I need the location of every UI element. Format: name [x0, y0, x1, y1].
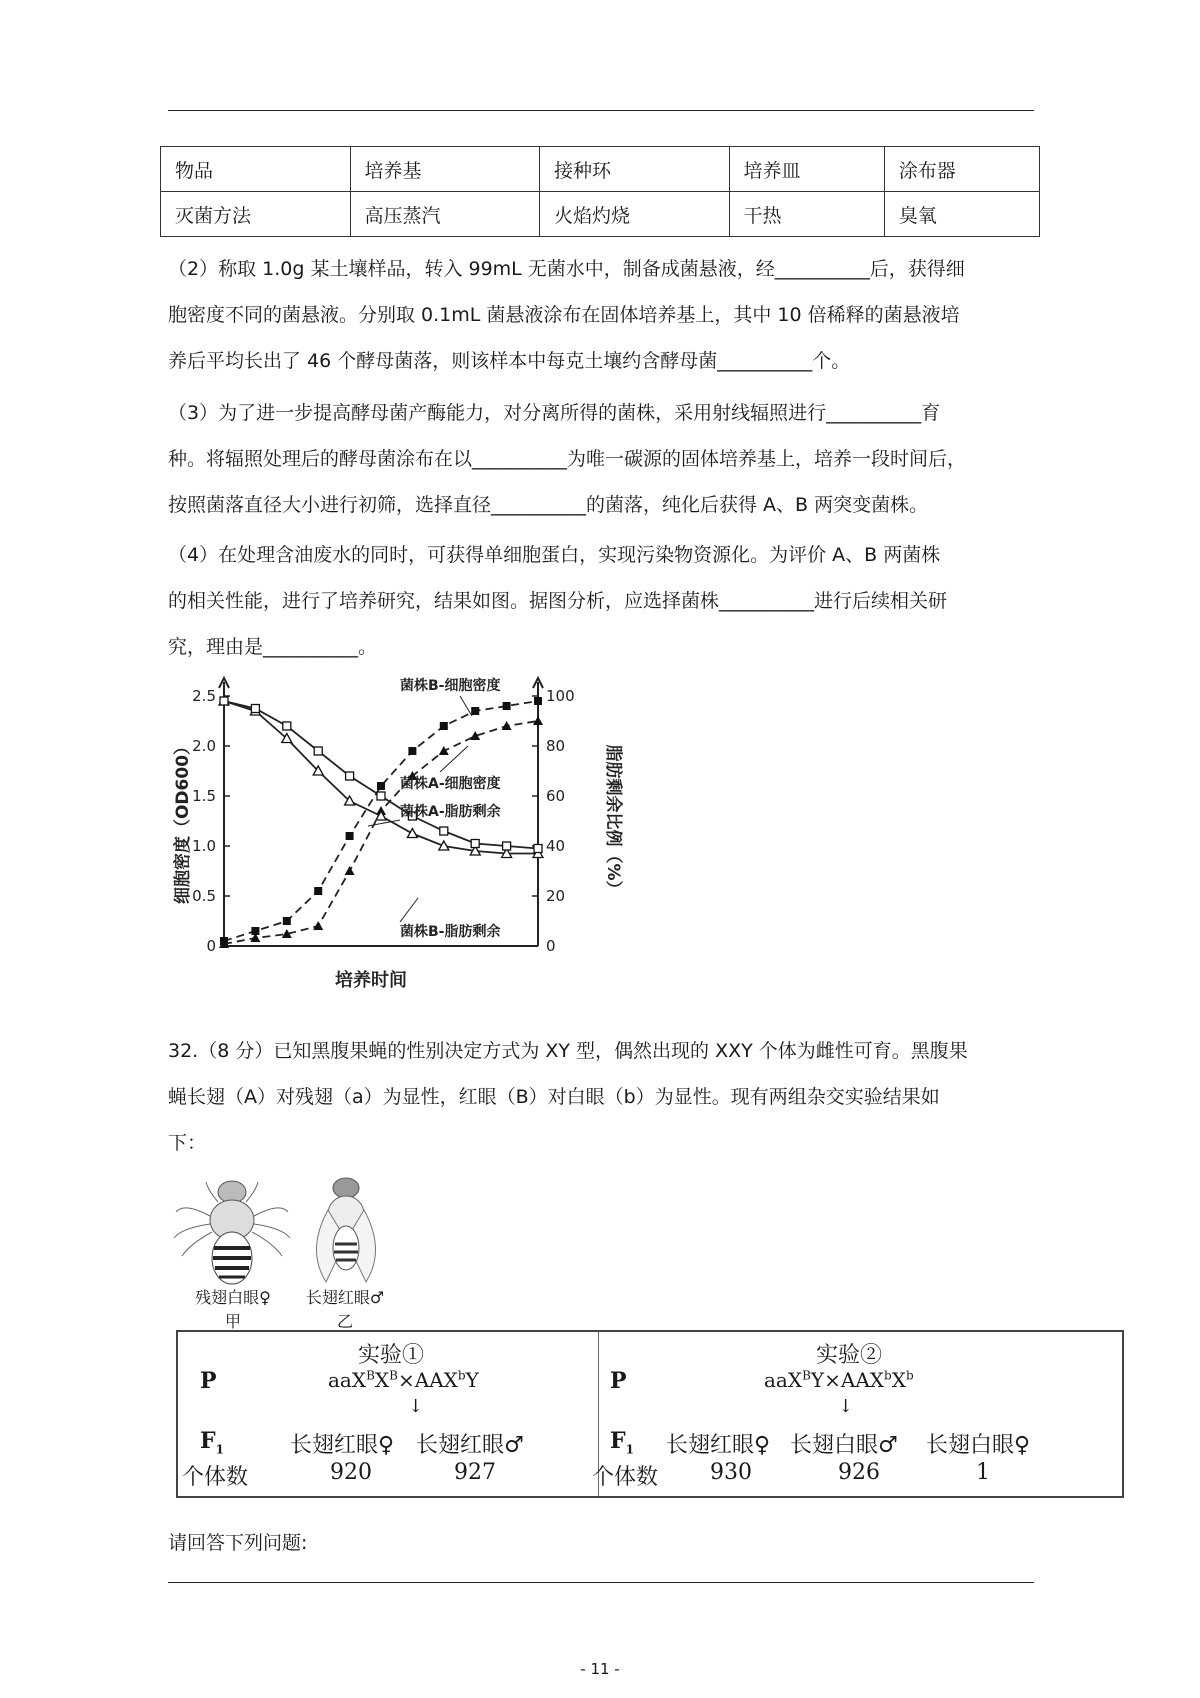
- footer-rule: [168, 1582, 1034, 1583]
- page-number: - 11 -: [580, 1660, 620, 1678]
- f1-letter: F: [200, 1428, 216, 1454]
- data-point: [440, 827, 448, 835]
- left-tick-label: 1.5: [192, 787, 216, 805]
- exp1-n-a: 920: [330, 1460, 372, 1485]
- table-cell: 培养皿: [729, 147, 884, 192]
- exp2-parents: $aaX^BY\times AAX^bX^b$: [764, 1368, 914, 1392]
- fly-jia-image: [172, 1172, 292, 1292]
- table-cell: 臭氧: [884, 192, 1039, 237]
- f1-letter: F: [610, 1428, 626, 1454]
- data-point: [314, 747, 322, 755]
- left-axis-label: 细胞密度（OD600）: [173, 737, 193, 905]
- text-line: （2）称取 1.0g 某土壤样品，转入 99mL 无菌水中，制备成菌悬液，经__________后，获得细: [168, 258, 965, 280]
- f1-subscript: 1: [625, 1442, 634, 1457]
- series-line-3: [224, 701, 538, 849]
- left-tick-label: 0: [206, 937, 216, 955]
- data-point: [503, 842, 511, 850]
- data-point: [471, 707, 479, 715]
- text-line: （4）在处理含油废水的同时，可获得单细胞蛋白，实现污染物资源化。为评价 A、B 两菌株: [168, 544, 941, 566]
- exp1-f1-label: [200, 1428, 224, 1456]
- right-tick-label: 60: [546, 787, 566, 805]
- table-cell: 灭菌方法: [161, 192, 351, 237]
- data-point: [314, 887, 322, 895]
- table-cell: 干热: [729, 192, 884, 237]
- x-axis-label: 培养时间: [335, 970, 407, 991]
- question-32: [168, 1028, 1034, 1166]
- header-rule: [168, 110, 1034, 111]
- annotation-pointer: [400, 898, 418, 922]
- fly-yi-phenotype: 长翅红眼♂: [305, 1288, 385, 1307]
- table-cell: 物品: [161, 147, 351, 192]
- exp2-f1-b: 长翅白眼♂: [790, 1433, 898, 1458]
- data-point: [502, 721, 512, 730]
- f1-subscript: 1: [215, 1442, 224, 1457]
- data-point: [283, 722, 291, 730]
- text-line: 32.（8 分）已知黑腹果蝇的性别决定方式为 XY 型，偶然出现的 XXY 个体为雌性可育。黑腹果: [168, 1040, 968, 1062]
- answer-prompt: 请回答下列问题:: [168, 1532, 308, 1554]
- exp2-f1-a: 长翅红眼♀: [666, 1433, 771, 1458]
- table-row: [161, 192, 1040, 237]
- data-point: [471, 840, 479, 848]
- exp2-count-label: 个体数: [592, 1465, 659, 1490]
- text-line: 养后平均长出了 46 个酵母菌落，则该样本中每克土壤约含酵母菌__________个。: [168, 350, 851, 372]
- text-line: 胞密度不同的菌悬液。分别取 0.1mL 菌悬液涂布在固体培养基上，其中 10 倍稀释的菌悬液培: [168, 304, 960, 326]
- data-point: [220, 697, 228, 705]
- fly-yi-image: [296, 1170, 396, 1290]
- exp2-arrow: ↓: [838, 1396, 854, 1417]
- text-line: （3）为了进一步提高酵母菌产酶能力，对分离所得的菌株，采用射线辐照进行__________育: [168, 402, 941, 424]
- data-point: [377, 792, 385, 800]
- exp2-p-label: P: [610, 1368, 627, 1394]
- table-cell: 涂布器: [884, 147, 1039, 192]
- data-point: [534, 845, 542, 853]
- fly-jia-name: 甲: [224, 1312, 241, 1331]
- exp2-f1-c: 长翅白眼♀: [926, 1433, 1031, 1458]
- data-point: [440, 722, 448, 730]
- annotation-pointer: [460, 696, 472, 716]
- exp1-arrow: ↓: [408, 1396, 424, 1417]
- table-cell: 火焰灼烧: [540, 192, 730, 237]
- fly-yi-label: [290, 1286, 400, 1334]
- table-cell: 培养基: [350, 147, 540, 192]
- exp1-p-label: P: [200, 1368, 217, 1394]
- data-point: [533, 716, 543, 725]
- question-3: [168, 390, 1034, 528]
- left-tick-label: 2.0: [192, 737, 216, 755]
- exp1-n-b: 927: [454, 1460, 496, 1485]
- data-point: [408, 747, 416, 755]
- series-line-0: [224, 701, 538, 941]
- data-point: [439, 746, 449, 755]
- cross-experiment-box: [176, 1330, 1124, 1498]
- data-point: [313, 921, 323, 930]
- right-tick-label: 100: [546, 687, 575, 705]
- series-annotation: 菌株B-脂肪剩余: [400, 924, 501, 940]
- series-annotation: 菌株B-细胞密度: [400, 678, 501, 694]
- right-tick-label: 80: [546, 737, 566, 755]
- exp2-n-c: 1: [976, 1460, 990, 1485]
- data-point: [345, 866, 355, 875]
- text-line: 究，理由是__________。: [168, 636, 378, 658]
- right-axis-label: 脂肪剩余比例（%）: [603, 744, 623, 898]
- data-point: [377, 782, 385, 790]
- text-line: 下：: [168, 1132, 207, 1154]
- data-point: [407, 829, 417, 838]
- exp1-f1-a: 长翅红眼♀: [290, 1433, 395, 1458]
- exp2-n-a: 930: [710, 1460, 752, 1485]
- fly-yi-name: 乙: [336, 1312, 353, 1331]
- table-cell: 高压蒸汽: [350, 192, 540, 237]
- exp2-f1-label: [610, 1428, 634, 1456]
- data-point: [346, 772, 354, 780]
- data-point: [251, 705, 259, 713]
- table-cell: 接种环: [540, 147, 730, 192]
- text-line: 蝇长翅（A）对残翅（a）为显性，红眼（B）对白眼（b）为显性。现有两组杂交实验结果如: [168, 1086, 940, 1108]
- text-line: 种。将辐照处理后的酵母菌涂布在以__________为唯一碳源的固体培养基上，培养一段时间后，: [168, 448, 967, 470]
- series-annotation: 菌株A-脂肪剩余: [400, 804, 501, 820]
- data-point: [283, 917, 291, 925]
- left-tick-label: 0.5: [192, 887, 216, 905]
- fly-jia-label: [178, 1286, 288, 1334]
- fly-jia-phenotype: 残翅白眼♀: [195, 1288, 271, 1307]
- data-point: [346, 832, 354, 840]
- text-line: 按照菌落直径大小进行初筛，选择直径__________的菌落，纯化后获得 A、B 两突变菌株。: [168, 494, 929, 516]
- left-tick-label: 1.0: [192, 837, 216, 855]
- exp1-parents: $aaX^BX^B\times AAX^bY$: [328, 1368, 479, 1392]
- exp1-count-label: 个体数: [182, 1465, 249, 1490]
- question-4: [168, 532, 1034, 670]
- text-line: 的相关性能，进行了培养研究，结果如图。据图分析，应选择菌株__________进行后续相关研: [168, 590, 948, 612]
- exp1-title: 实验①: [358, 1343, 425, 1368]
- table-row: [161, 147, 1040, 192]
- question-2: [168, 246, 1034, 384]
- right-tick-label: 0: [546, 937, 556, 955]
- right-tick-label: 40: [546, 837, 566, 855]
- exp2-title: 实验②: [816, 1343, 883, 1368]
- left-tick-label: 2.5: [192, 687, 216, 705]
- series-annotation: 菌株A-细胞密度: [400, 776, 501, 792]
- right-tick-label: 20: [546, 887, 566, 905]
- sterilization-table: [160, 146, 1040, 237]
- series-line-1: [224, 721, 538, 944]
- exp2-n-b: 926: [838, 1460, 880, 1485]
- data-point: [503, 702, 511, 710]
- data-point: [534, 697, 542, 705]
- exp1-f1-b: 长翅红眼♂: [416, 1433, 524, 1458]
- growth-chart: [168, 676, 648, 1016]
